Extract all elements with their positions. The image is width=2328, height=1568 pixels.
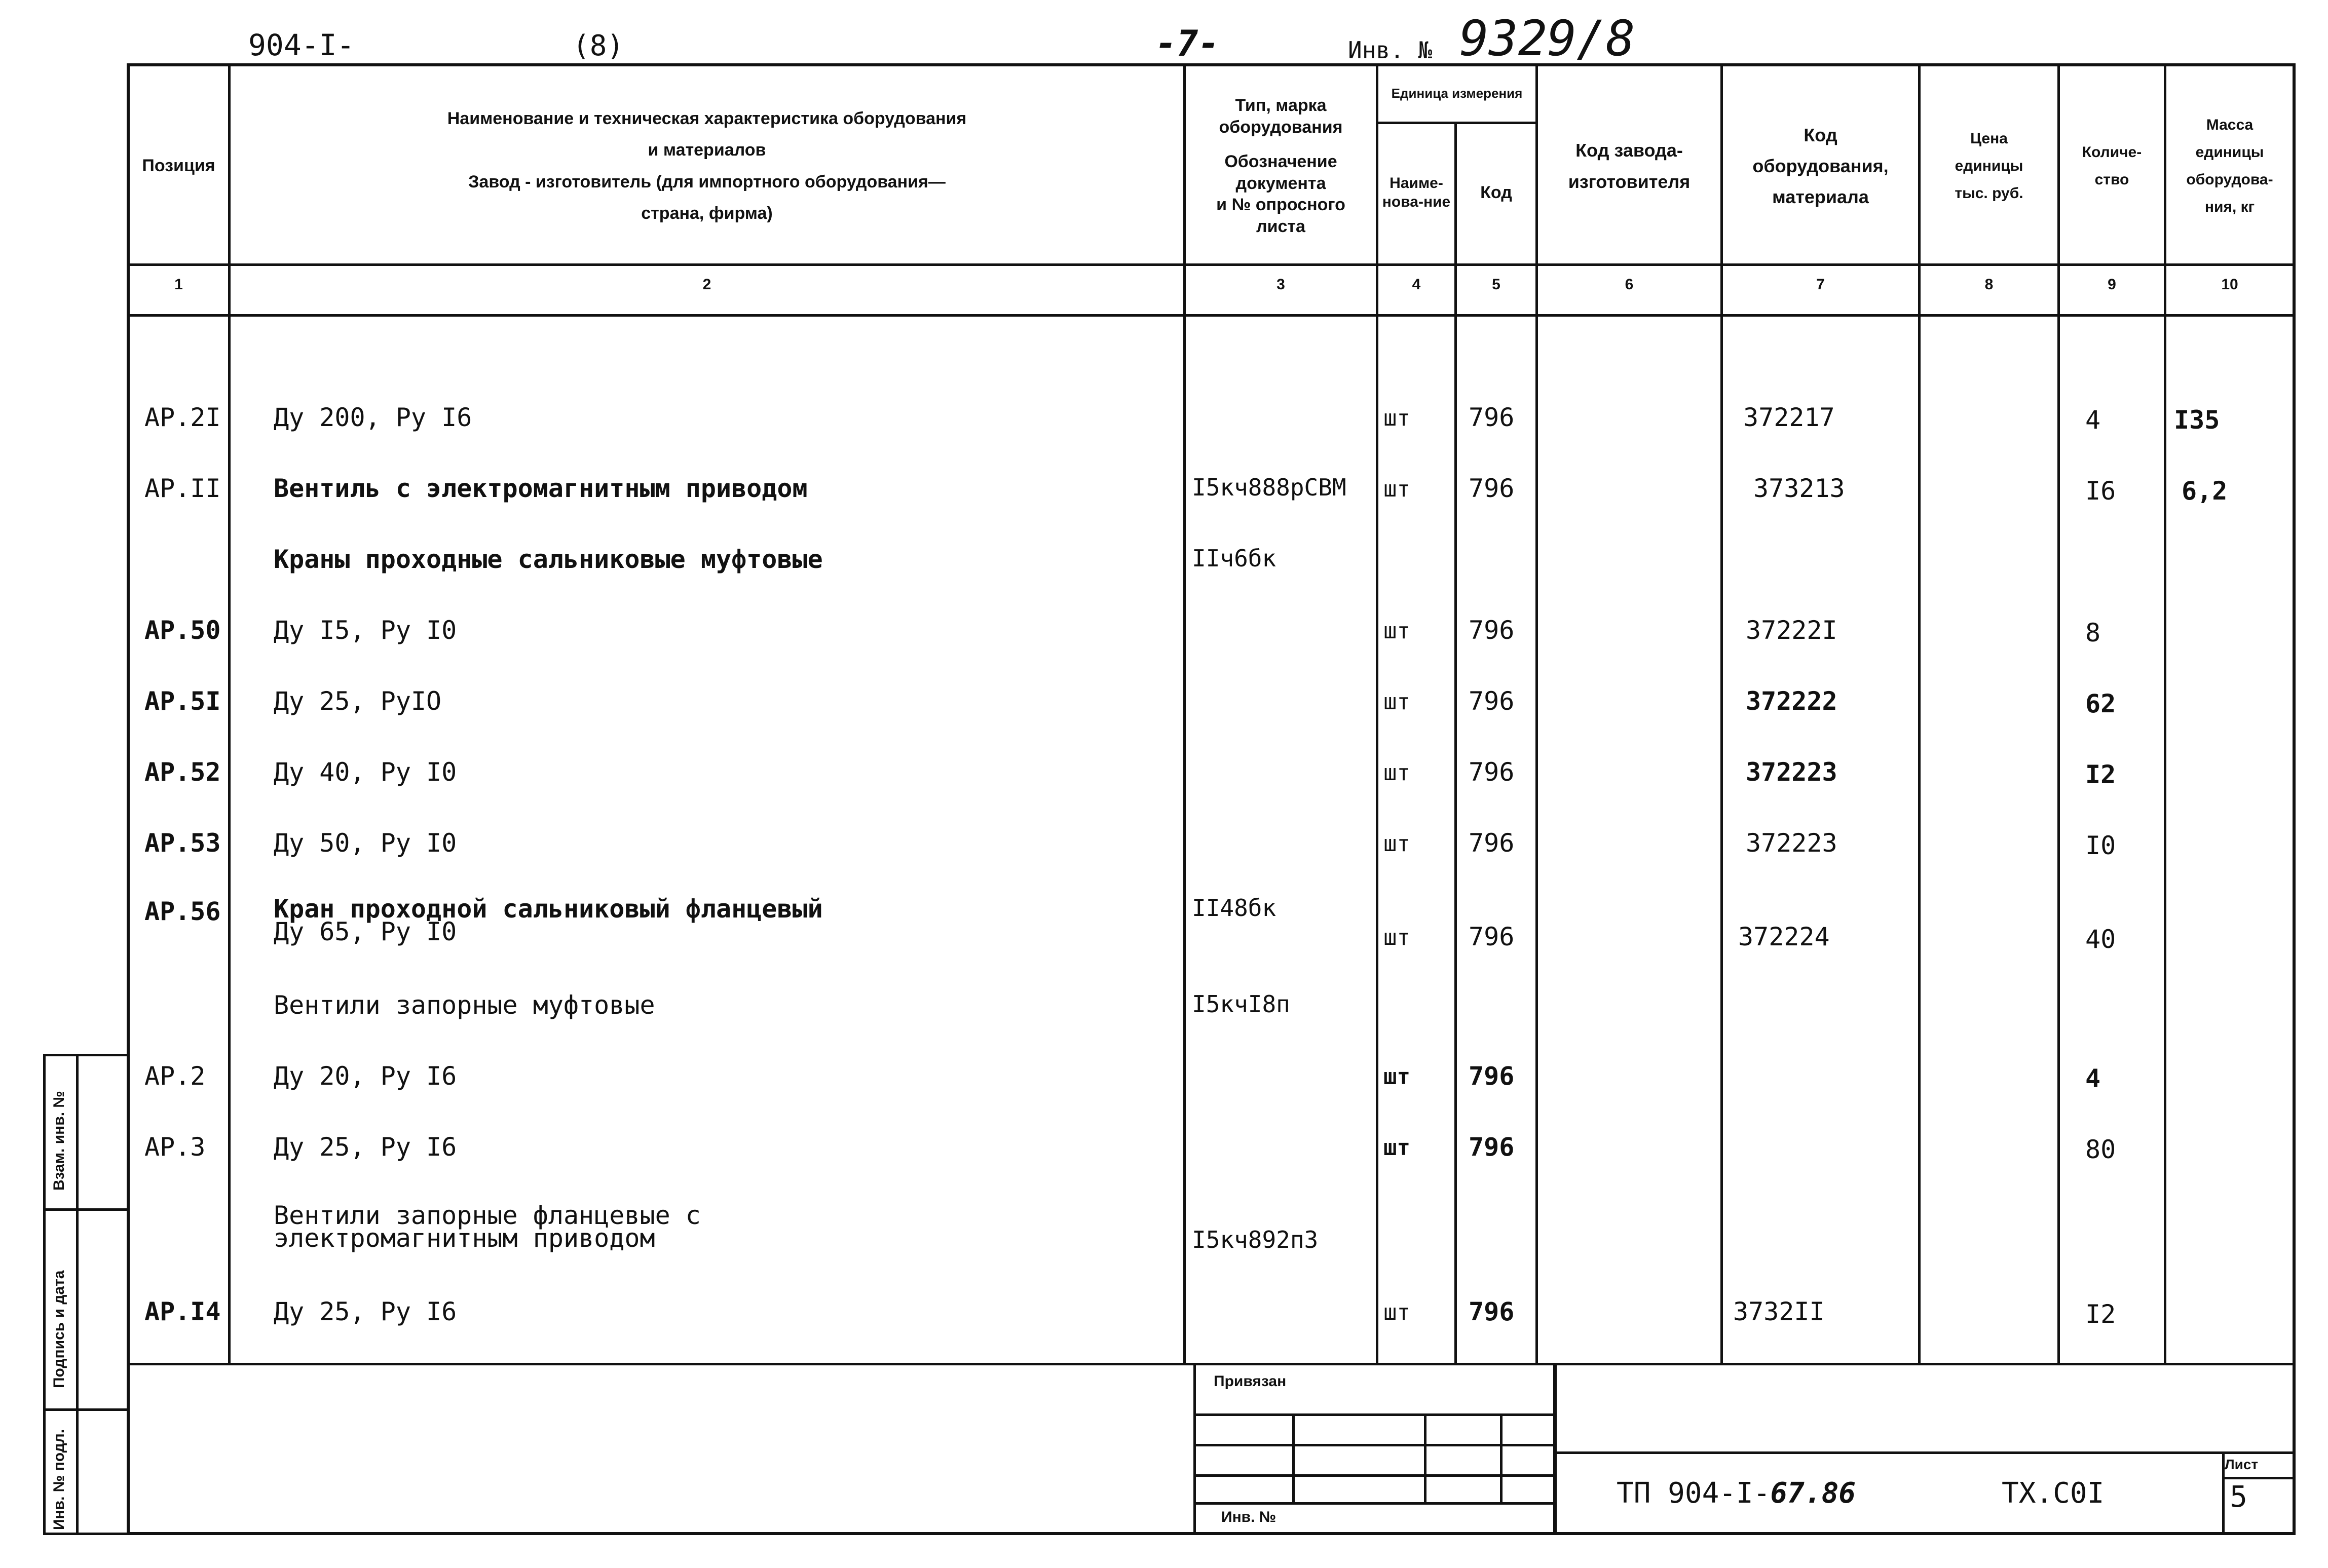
row-equipment-code: 372223 [1746, 828, 1837, 858]
side-stamp-divider [76, 1054, 79, 1535]
col-header-type-line2: оборудования [1219, 117, 1343, 137]
col-number: 10 [2221, 276, 2238, 293]
row-unit-code: 796 [1469, 1061, 1515, 1091]
side-stamp-replace-inv: Взам. инв. № [51, 1091, 67, 1191]
footer-document-code [1617, 1477, 1856, 1510]
col-number: 5 [1492, 276, 1500, 293]
footer-title-divider [1553, 1451, 2296, 1454]
col-number: 2 [702, 276, 711, 293]
row-equipment-code: 373213 [1753, 474, 1845, 503]
row-equipment-code: 372217 [1743, 403, 1835, 432]
col-header-type-line4: документа [1235, 173, 1326, 193]
col-header-quantity: Количе-ство [2082, 143, 2142, 188]
row-equipment-code: 372223 [1746, 757, 1837, 787]
body-bottom-divider [127, 1363, 2296, 1365]
row-name: Ду 25, Ру I6 [274, 1132, 457, 1162]
inventory-number: 9329/8 [1459, 10, 1635, 67]
row-name: Ду 25, Ру I6 [274, 1297, 457, 1326]
row-quantity: 40 [2085, 925, 2116, 954]
footer-document-code-prefix: ТП 904-I- [1617, 1477, 1771, 1510]
footer-sheet-label: Лист [2225, 1457, 2259, 1472]
variant-number: (8) [573, 29, 624, 62]
footer-divider [1553, 1363, 1557, 1535]
footer-document-code-suffix: 67.86 [1770, 1477, 1856, 1510]
row-quantity: I0 [2085, 831, 2116, 860]
col-header-name-line2: и материалов [648, 140, 766, 160]
column-number-divider [127, 314, 2296, 317]
col-header-plant-code: Код завода-изготовителя [1568, 140, 1691, 192]
row-unit: шт [1383, 476, 1410, 502]
row-unit-code: 796 [1469, 922, 1515, 951]
row-name: Вентиль с электромагнитным приводом [274, 474, 808, 503]
row-name-continued: электромагнитным приводом [274, 1223, 655, 1253]
row-position: АР.II [144, 474, 221, 503]
row-quantity: I2 [2085, 1299, 2116, 1329]
col-header-unit-group: Единица измерения [1391, 85, 1523, 101]
row-quantity: 8 [2085, 618, 2101, 647]
row-name: Ду 20, Ру I6 [274, 1061, 457, 1091]
col-number: 6 [1625, 276, 1634, 293]
row-quantity: 4 [2085, 405, 2101, 435]
footer-grid-line [1292, 1413, 1295, 1502]
col-header-unit-name: Наиме-нова-ние [1382, 174, 1451, 210]
col-divider [1454, 124, 1457, 1365]
row-name: Кран проходной сальниковый фланцевый [274, 894, 823, 924]
row-unit-code: 796 [1469, 757, 1515, 787]
row-name: Ду 200, Ру I6 [274, 403, 472, 432]
col-header-type-line1: Тип, марка [1235, 96, 1327, 115]
row-unit-code: 796 [1469, 616, 1515, 645]
row-equipment-code: 372222 [1746, 686, 1837, 716]
row-mass: 6,2 [2182, 476, 2228, 506]
col-header-type-line5: и № опросного [1216, 195, 1345, 214]
row-unit: шт [1383, 760, 1410, 786]
footer-privyazan: Привязан [1214, 1373, 1287, 1390]
side-stamp-signature-date: Подпись и дата [51, 1270, 67, 1388]
row-quantity: I6 [2085, 476, 2116, 506]
page-mark: -7- [1155, 23, 1220, 64]
row-position: АР.56 [144, 897, 221, 926]
row-quantity: 4 [2085, 1064, 2101, 1093]
footer-grid-line [1193, 1474, 1553, 1477]
footer-sheet-number: 5 [2230, 1479, 2247, 1514]
header-divider [127, 263, 2296, 266]
row-unit: шт [1383, 925, 1410, 950]
side-stamp-original-inv: Инв. № подл. [51, 1429, 67, 1530]
row-name: Ду 25, РуIО [274, 686, 442, 716]
col-header-name-line3: Завод - изготовитель (для импортного оборудования— [468, 172, 946, 192]
row-unit-code: 796 [1469, 686, 1515, 716]
row-type: I5кч888рСВМ [1192, 474, 1346, 501]
doc-prefix: 904-I- [248, 28, 355, 62]
col-number: 1 [174, 276, 183, 293]
row-position: АР.2 [144, 1061, 206, 1091]
row-equipment-code: 3732II [1733, 1297, 1825, 1326]
footer-grid-line [1500, 1413, 1503, 1502]
col-header-position: Позиция [142, 156, 215, 176]
col-header-name-line1: Наименование и техническая характеристика оборудования [447, 108, 967, 128]
row-unit: шт [1383, 618, 1410, 644]
row-unit-code: 796 [1469, 403, 1515, 432]
row-name: Вентили запорные муфтовые [274, 990, 655, 1020]
footer-grid-line [1193, 1502, 1553, 1505]
row-position: АР.3 [144, 1132, 206, 1162]
row-quantity: 80 [2085, 1135, 2116, 1164]
footer-inv-no: Инв. № [1221, 1509, 1276, 1525]
footer-grid-line [1193, 1444, 1553, 1446]
row-equipment-code: 372224 [1738, 922, 1830, 951]
row-equipment-code: 37222I [1746, 616, 1837, 645]
col-number: 3 [1276, 276, 1285, 293]
row-name: Ду 40, Ру I0 [274, 757, 457, 787]
row-unit-code: 796 [1469, 828, 1515, 858]
col-header-mass: Масса единицы оборудова-ния, кг [2186, 116, 2273, 215]
col-header-price: Цена единицы тыс. руб. [1955, 130, 2023, 202]
col-number: 8 [1984, 276, 1994, 293]
col-header-type-line3: Обозначение [1224, 152, 1337, 171]
col-number: 9 [2108, 276, 2116, 293]
row-position: АР.2I [144, 403, 221, 432]
row-type: I5кчI8п [1192, 990, 1290, 1018]
row-unit: шт [1383, 831, 1410, 857]
col-header-unit-code: Код [1480, 182, 1512, 202]
row-name-continued: Ду 65, Ру I0 [274, 917, 457, 946]
inventory-label: Инв. № [1348, 36, 1433, 64]
row-unit: шт [1383, 689, 1410, 715]
row-unit: шт [1383, 1064, 1410, 1090]
row-unit-code: 796 [1469, 1297, 1515, 1326]
row-unit: шт [1383, 1135, 1410, 1161]
footer-divider [1193, 1363, 1196, 1535]
col-header-name-line4: страна, фирма) [641, 204, 773, 223]
col-header-equipment-code: Код оборудования, материала [1752, 124, 1889, 208]
row-unit-code: 796 [1469, 474, 1515, 503]
side-stamp-divider [43, 1208, 129, 1211]
row-name: Краны проходные сальниковые муфтовые [274, 545, 823, 574]
footer-grid-line [1424, 1413, 1426, 1502]
row-type: I5кч892п3 [1192, 1226, 1319, 1253]
col-header-type [1186, 71, 1376, 261]
row-type: IIч6бк [1192, 545, 1276, 572]
col-number: 4 [1412, 276, 1421, 293]
row-unit: шт [1383, 1299, 1410, 1325]
row-position: АР.I4 [144, 1297, 221, 1326]
row-quantity: 62 [2085, 689, 2116, 718]
row-position: АР.50 [144, 616, 221, 645]
side-stamp-divider [43, 1408, 129, 1411]
row-position: АР.52 [144, 757, 221, 787]
row-position: АР.53 [144, 828, 221, 858]
row-quantity: I2 [2085, 760, 2116, 789]
row-unit-code: 796 [1469, 1132, 1515, 1162]
row-type: II48бк [1192, 894, 1276, 922]
col-header-name [231, 71, 1183, 261]
row-unit: шт [1383, 405, 1410, 431]
row-name: Ду I5, Ру I0 [274, 616, 457, 645]
row-name: Вентили запорные фланцевые с [274, 1201, 701, 1230]
row-mass: I35 [2174, 405, 2220, 435]
row-name: Ду 50, Ру I0 [274, 828, 457, 858]
col-number: 7 [1816, 276, 1825, 293]
footer-mark: ТХ.С0I [2002, 1477, 2105, 1510]
row-position: АР.5I [144, 686, 221, 716]
footer-grid-line [1193, 1413, 1553, 1416]
col-header-type-line6: листа [1256, 216, 1305, 236]
